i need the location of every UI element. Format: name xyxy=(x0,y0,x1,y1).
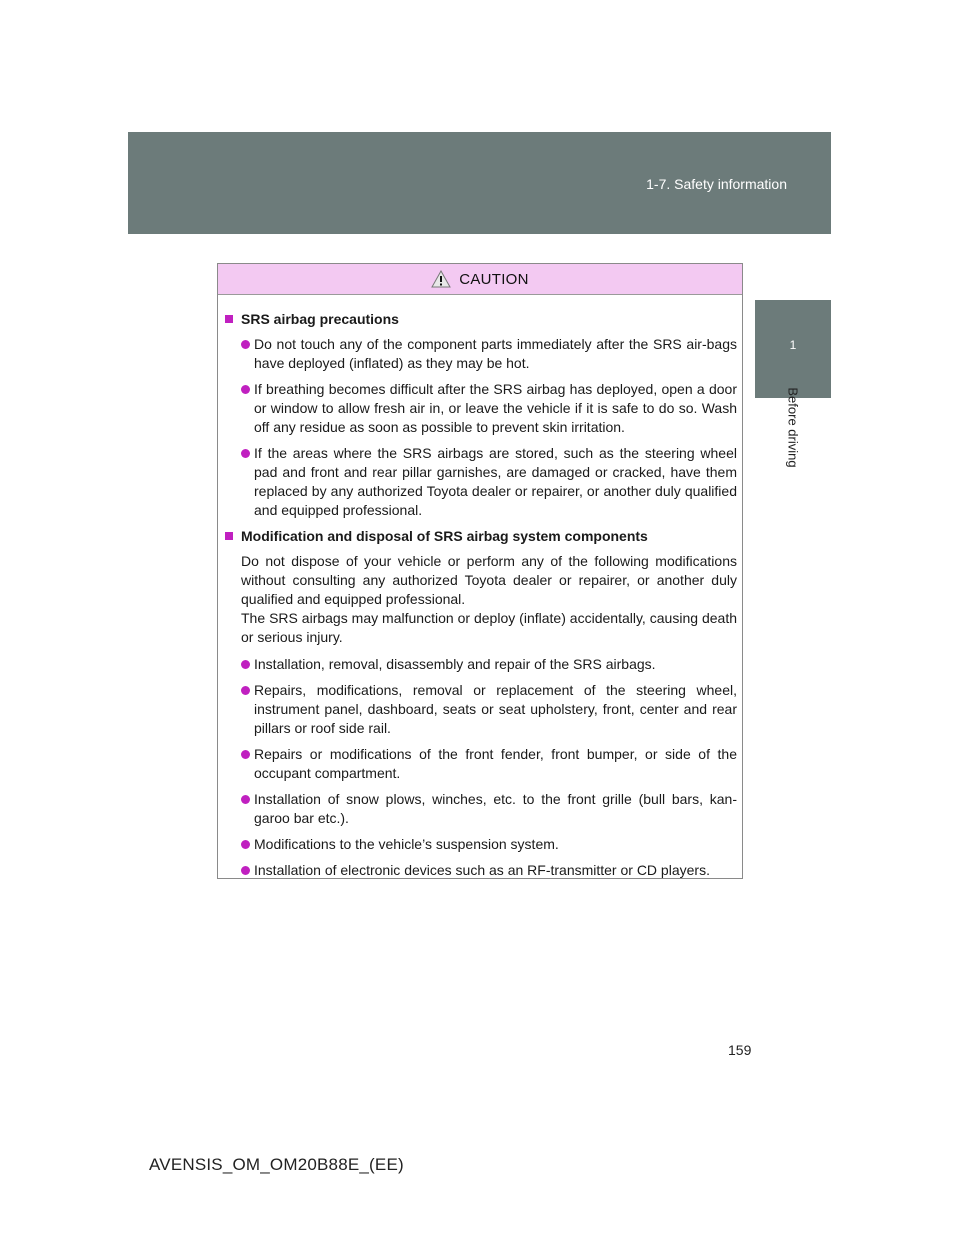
chapter-label: Before driving xyxy=(785,387,801,468)
paragraph-line: Do not dispose of your vehicle or perform any of the following modifications without consulting any authorized Toyota dealer or repairer, or another duly qualified and equipped professional. xyxy=(241,553,737,607)
list-item xyxy=(241,835,737,854)
list-item xyxy=(241,681,737,738)
section-heading xyxy=(224,310,737,329)
square-bullet-icon xyxy=(225,532,233,540)
warning-triangle-icon xyxy=(431,270,451,288)
round-bullet-icon xyxy=(241,795,250,804)
chapter-number: 1 xyxy=(789,338,797,352)
list-item-text: Do not touch any of the component parts immediately after the SRS air-bags have deployed (inflated) as they may be hot. xyxy=(254,336,737,371)
section-title: 1-7. Safety information xyxy=(646,176,787,192)
document-code: AVENSIS_OM_OM20B88E_(EE) xyxy=(149,1155,404,1174)
list-item-text: Installation of snow plows, winches, etc. to the front grille (bull bars, kan-garoo bar etc.). xyxy=(254,791,737,826)
chapter-tab xyxy=(755,300,831,398)
list-item xyxy=(241,444,737,520)
round-bullet-icon xyxy=(241,750,250,759)
round-bullet-icon xyxy=(241,340,250,349)
round-bullet-icon xyxy=(241,686,250,695)
paragraph-line: The SRS airbags may malfunction or deploy (inflate) accidentally, causing death or serious injury. xyxy=(241,610,737,645)
list-item-text: If breathing becomes difficult after the SRS airbag has deployed, open a door or window to allow fresh air in, or leave the vehicle if it is safe to do so. Wash off any residue as soon as possible to prevent skin irritation. xyxy=(254,381,737,435)
chapter-label-container xyxy=(760,387,826,520)
round-bullet-icon xyxy=(241,660,250,669)
square-bullet-icon xyxy=(225,315,233,323)
round-bullet-icon xyxy=(241,866,250,875)
list-item-text: Repairs or modifications of the front fender, front bumper, or side of the occupant compartment. xyxy=(254,746,737,781)
round-bullet-icon xyxy=(241,385,250,394)
caution-body xyxy=(218,295,742,880)
header-band xyxy=(128,132,831,234)
round-bullet-icon xyxy=(241,840,250,849)
list-item-text: Installation, removal, disassembly and repair of the SRS airbags. xyxy=(254,656,656,672)
caution-box xyxy=(217,263,743,879)
caution-header xyxy=(218,264,742,295)
list-item xyxy=(241,745,737,783)
section-heading xyxy=(224,527,737,546)
list-item xyxy=(241,861,737,880)
section-heading-text: SRS airbag precautions xyxy=(241,311,399,327)
list-item-text: Repairs, modifications, removal or replacement of the steering wheel, instrument panel, dashboard, seats or seat upholstery, front, center and rear pillars or roof side rail. xyxy=(254,682,737,736)
list-item-text: Installation of electronic devices such as an RF-transmitter or CD players. xyxy=(254,862,710,878)
list-item xyxy=(241,790,737,828)
list-item xyxy=(241,380,737,437)
list-item xyxy=(241,335,737,373)
section-heading-text: Modification and disposal of SRS airbag system components xyxy=(241,528,648,544)
caution-title: CAUTION xyxy=(459,270,529,288)
round-bullet-icon xyxy=(241,449,250,458)
list-item-text: Modifications to the vehicle’s suspension system. xyxy=(254,836,559,852)
paragraph xyxy=(241,552,737,647)
list-item-text: If the areas where the SRS airbags are stored, such as the steering wheel pad and front and rear pillar garnishes, are damaged or cracked, have them replaced by any authorized Toyota dealer or repairer, or another duly qualified and equipped professional. xyxy=(254,445,737,518)
list-item xyxy=(241,655,737,674)
page-number: 159 xyxy=(728,1042,752,1058)
